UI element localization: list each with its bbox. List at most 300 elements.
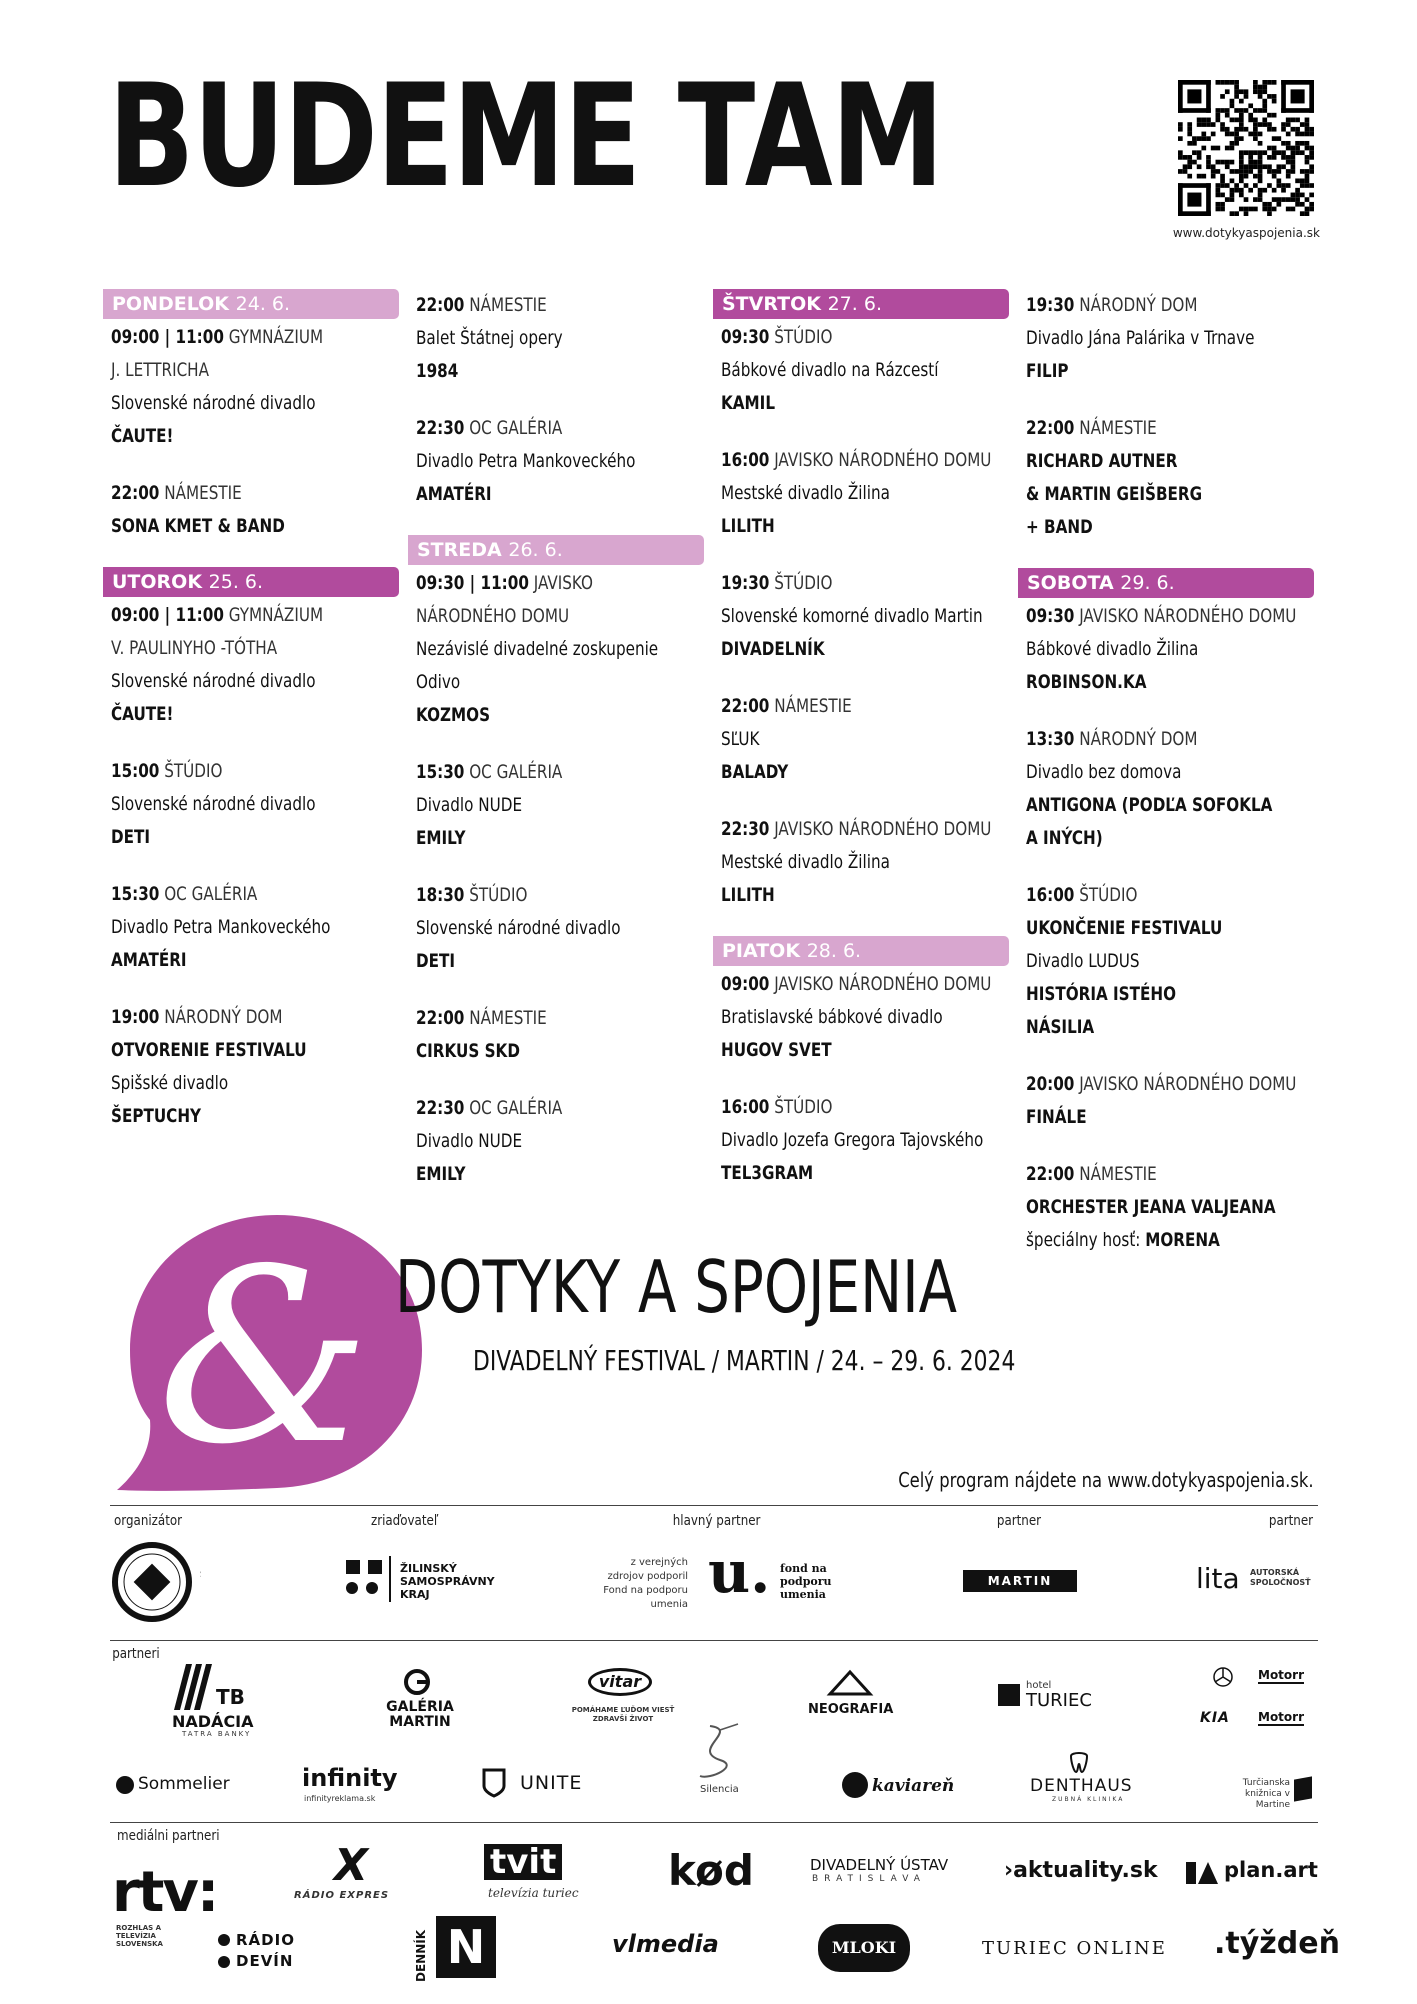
neografia-icon — [828, 1670, 872, 1696]
event — [103, 321, 399, 453]
event — [103, 1001, 399, 1133]
event-time: 15:30 — [416, 761, 465, 783]
event — [1018, 289, 1314, 388]
day-date: 27. 6. — [827, 293, 882, 315]
event-venue: JAVISKO NÁRODNÉHO DOMU — [769, 818, 992, 840]
event-time: 09:30 — [721, 326, 770, 348]
event-show: TEL3GRAM — [721, 1162, 814, 1184]
silencia-icon — [680, 1720, 750, 1784]
lita-logo[interactable]: lita — [1196, 1562, 1240, 1595]
event-line — [111, 1067, 399, 1100]
fpu-note: z verejných zdrojov podporil Fond na podporu umenia — [603, 1557, 688, 1610]
day-date: 24. 6. — [235, 293, 291, 315]
event-line — [721, 879, 1009, 912]
event-line — [1026, 478, 1314, 511]
radio-devin-dot-icon — [218, 1956, 230, 1968]
denthaus-logo[interactable]: DENTHAUS — [1030, 1776, 1133, 1796]
event-line — [416, 912, 704, 945]
event-line — [1026, 879, 1314, 912]
event-company: špeciálny hosť: — [1026, 1229, 1146, 1251]
fpu-u-logo[interactable]: u. — [708, 1538, 771, 1606]
event-show: & MARTIN GEIŠBERG — [1026, 483, 1203, 505]
motorr-logo-1[interactable]: Motorr — [1258, 1668, 1305, 1682]
event-line — [1026, 723, 1314, 756]
infinity-logo[interactable]: infinity — [302, 1764, 398, 1792]
event-show: A INÝCH) — [1026, 827, 1103, 849]
day-header — [1018, 568, 1314, 598]
event-line — [111, 755, 399, 788]
event-line — [111, 477, 399, 510]
event-line — [1026, 322, 1314, 355]
event-show: ČAUTE! — [111, 703, 174, 725]
radio-devin-logo[interactable]: RÁDIO DEVÍN — [236, 1931, 295, 1970]
schedule-column-4 — [1018, 289, 1314, 1281]
event-line — [416, 879, 704, 912]
event-time: 22:30 — [416, 417, 465, 439]
rtv-sub: ROZHLAS A TELEVÍZIA SLOVENSKA — [116, 1924, 163, 1948]
event-line — [1026, 445, 1314, 478]
kaviaren-icon — [842, 1772, 868, 1798]
event-line — [721, 1001, 1009, 1034]
sommelier-logo[interactable]: Sommelier — [138, 1774, 230, 1794]
event-show: ORCHESTER JEANA VALJEANA — [1026, 1196, 1276, 1218]
role-organizer: organizátor — [114, 1513, 183, 1529]
event-company: Bratislavské bábkové divadlo — [721, 1006, 943, 1028]
event-venue: GYMNÁZIUM — [223, 604, 324, 626]
event-line — [1026, 912, 1314, 945]
event-show: LILITH — [721, 515, 775, 537]
turiec-logo[interactable]: TURIEC — [1026, 1690, 1092, 1711]
day-header — [408, 535, 704, 565]
event-time: 16:00 — [721, 449, 770, 471]
event-line — [416, 289, 704, 322]
event — [408, 1002, 704, 1068]
event-time: 19:30 — [721, 572, 770, 594]
event-line — [1026, 1224, 1314, 1257]
event-line — [1026, 412, 1314, 445]
event-time: 22:00 — [1026, 1163, 1075, 1185]
event-line — [721, 813, 1009, 846]
divider — [110, 1822, 1318, 1823]
motorr-logo-2[interactable]: Motorr — [1258, 1710, 1305, 1724]
day-name: STREDA — [417, 539, 502, 561]
event-show: OTVORENIE FESTIVALU — [111, 1039, 307, 1061]
event — [103, 599, 399, 731]
event — [1018, 412, 1314, 544]
day-header — [103, 567, 399, 597]
event-line — [416, 478, 704, 511]
event — [408, 756, 704, 855]
aktuality-icon: › — [1004, 1858, 1014, 1883]
event-company: Slovenské národné divadlo — [111, 793, 316, 815]
event-company: Mestské divadlo Žilina — [721, 482, 890, 504]
event-show: BALADY — [721, 761, 789, 783]
qr-code-icon[interactable] — [1178, 80, 1314, 216]
fpu-name: fond na podporu umenia — [780, 1562, 832, 1601]
event-show: + BAND — [1026, 516, 1093, 538]
event-line — [1026, 756, 1314, 789]
event-company: Divadlo Petra Mankoveckého — [111, 916, 331, 938]
event-line — [111, 354, 399, 387]
event-time: 09:30 — [1026, 605, 1075, 627]
radio-devin-dot-icon — [218, 1934, 230, 1946]
event-time: 20:00 — [1026, 1073, 1075, 1095]
schedule-column-3 — [713, 289, 1009, 1214]
martin-logo[interactable]: MARTIN — [963, 1570, 1077, 1592]
event-line — [1026, 1191, 1314, 1224]
event-time: 22:30 — [416, 1097, 465, 1119]
event — [1018, 1068, 1314, 1134]
event-time: 22:30 — [721, 818, 770, 840]
event-line — [721, 1157, 1009, 1190]
event-line — [111, 321, 399, 354]
day-header — [713, 936, 1009, 966]
divadelny-ustav-logo[interactable]: DIVADELNÝ ÚSTAV — [810, 1856, 949, 1874]
event-venue: JAVISKO — [528, 572, 594, 594]
turiec-hotel-icon — [998, 1684, 1020, 1706]
schedule-column-1 — [103, 289, 399, 1157]
event-time: 22:00 — [721, 695, 770, 717]
event-time: 09:00 | 11:00 — [111, 604, 224, 626]
event-time: 15:30 — [111, 883, 160, 905]
event-line — [111, 878, 399, 911]
event-show: ANTIGONA (PODĽA SOFOKLA — [1026, 794, 1273, 816]
event-line — [416, 567, 704, 600]
event-line — [721, 723, 1009, 756]
event-line — [111, 632, 399, 665]
event-time: 15:00 — [111, 760, 160, 782]
neografia-logo[interactable]: NEOGRAFIA — [808, 1702, 894, 1717]
event-show: DETI — [416, 950, 456, 972]
event-venue: JAVISKO NÁRODNÉHO DOMU — [769, 973, 992, 995]
event-line — [416, 1158, 704, 1191]
event-line — [111, 821, 399, 854]
event-company: Bábkové divadlo na Rázcestí — [721, 359, 939, 381]
event-line — [416, 322, 704, 355]
event — [713, 444, 1009, 543]
tyzden-logo[interactable]: .týždeň — [1214, 1926, 1340, 1961]
event-line — [111, 911, 399, 944]
event-venue: OC GALÉRIA — [464, 417, 563, 439]
event-show: EMILY — [416, 1163, 466, 1185]
event-line — [1026, 1068, 1314, 1101]
zsk-logo[interactable]: ŽILINSKÝ SAMOSPRÁVNY KRAJ — [400, 1562, 495, 1601]
festival-subtitle: DIVADELNÝ FESTIVAL / MARTIN / 24. – 29. 6. 2024 — [473, 1344, 1016, 1377]
mercedes-icon — [1212, 1666, 1234, 1688]
skd-logo-icon[interactable] — [112, 1542, 192, 1622]
event-line — [111, 944, 399, 977]
festival-name: DOTYKY A SPOJENIA — [395, 1245, 958, 1329]
kod-logo[interactable]: kød — [668, 1846, 754, 1895]
event-venue: NÁMESTIE — [464, 294, 547, 316]
sommelier-icon — [116, 1776, 134, 1794]
event — [713, 321, 1009, 420]
event-line — [1026, 978, 1314, 1011]
event-line — [416, 445, 704, 478]
event-venue: NÁRODNÉHO DOMU — [416, 605, 570, 627]
turiec-hotel: hotel — [1026, 1680, 1052, 1691]
event-show: HISTÓRIA ISTÉHO — [1026, 983, 1177, 1005]
event-venue: OC GALÉRIA — [159, 883, 258, 905]
event-time: 16:00 — [721, 1096, 770, 1118]
day-name: PONDELOK — [112, 293, 230, 315]
event-line — [416, 1035, 704, 1068]
zsk-crest-icon[interactable] — [340, 1556, 392, 1602]
event — [103, 477, 399, 543]
event-line — [1026, 600, 1314, 633]
event-time: 19:30 — [1026, 294, 1075, 316]
event-line — [721, 321, 1009, 354]
event-time: 18:30 — [416, 884, 465, 906]
day-header — [103, 289, 399, 319]
event-line — [721, 1034, 1009, 1067]
event-line — [416, 789, 704, 822]
event-company: Odivo — [416, 671, 461, 693]
event-company: Divadlo Jána Palárika v Trnave — [1026, 327, 1255, 349]
event-line — [416, 600, 704, 633]
event-line — [1026, 945, 1314, 978]
mloki-logo[interactable]: MLOKI — [818, 1924, 910, 1972]
galeria-logo[interactable]: GALÉRIA MARTIN — [386, 1699, 454, 1730]
event-show: DIVADELNÍK — [721, 638, 825, 660]
dennik-n-logo[interactable]: N — [436, 1916, 496, 1978]
vlmedia-logo[interactable]: vlmedia — [612, 1930, 719, 1958]
ampersand-glyph: & — [157, 1217, 371, 1497]
event-company: Spišské divadlo — [111, 1072, 229, 1094]
event-line — [1026, 289, 1314, 322]
event — [713, 1091, 1009, 1190]
event-venue: ŠTÚDIO — [769, 572, 833, 594]
tvit-sub: televízia turiec — [488, 1886, 579, 1900]
tvit-logo[interactable]: tvit — [484, 1844, 562, 1880]
aktuality-text: aktuality.sk — [1013, 1858, 1158, 1883]
program-note — [780, 1468, 1314, 1492]
event-company: Slovenské národné divadlo — [111, 670, 316, 692]
event-time: 09:30 | 11:00 — [416, 572, 529, 594]
role-partner-1: partner — [996, 1513, 1042, 1529]
tb-logo-icon[interactable] — [174, 1664, 245, 1710]
event — [713, 968, 1009, 1067]
event-show: FINÁLE — [1026, 1106, 1087, 1128]
event-show: FILIP — [1026, 360, 1069, 382]
event-show: RICHARD AUTNER — [1026, 450, 1178, 472]
event-line — [1026, 511, 1314, 544]
tooth-icon — [1068, 1752, 1090, 1774]
event-line — [111, 665, 399, 698]
event-line — [416, 1125, 704, 1158]
event — [713, 813, 1009, 912]
event-company: Divadlo Jozefa Gregora Tajovského — [721, 1129, 984, 1151]
unite-shield-icon — [482, 1768, 506, 1798]
event-line — [1026, 1158, 1314, 1191]
event-line — [111, 698, 399, 731]
event-venue: NÁRODNÝ DOM — [159, 1006, 283, 1028]
turiec-online-logo[interactable]: TURIEC ONLINE — [982, 1938, 1167, 1959]
tb-sub: TATRA BANKY — [182, 1730, 252, 1738]
event-company: Slovenské národné divadlo — [111, 392, 316, 414]
event-line — [416, 756, 704, 789]
event-line — [416, 1002, 704, 1035]
divider — [110, 1640, 1318, 1641]
event-line — [1026, 789, 1314, 822]
event-time: 22:00 — [416, 294, 465, 316]
event-line — [1026, 355, 1314, 388]
event-show: KOZMOS — [416, 704, 491, 726]
day-header — [713, 289, 1009, 319]
dennik-label: DENNÍK — [414, 1929, 428, 1982]
event-company: Divadlo bez domova — [1026, 761, 1182, 783]
event — [408, 879, 704, 978]
planart-logo[interactable]: plan.art — [1224, 1858, 1318, 1882]
event-venue: NÁMESTIE — [464, 1007, 547, 1029]
event-venue: ŠTÚDIO — [769, 1096, 833, 1118]
radio-expres-x[interactable]: X — [334, 1840, 368, 1891]
event-time: 22:00 — [416, 1007, 465, 1029]
event-line — [721, 690, 1009, 723]
event-show: NÁSILIA — [1026, 1016, 1095, 1038]
event-line — [111, 1001, 399, 1034]
event-show: ROBINSON.KA — [1026, 671, 1147, 693]
event-company: Mestské divadlo Žilina — [721, 851, 890, 873]
planart-triangle-icon — [1198, 1862, 1218, 1884]
event-time: 09:00 | 11:00 — [111, 326, 224, 348]
event-time: 13:30 — [1026, 728, 1075, 750]
event-show: EMILY — [416, 827, 466, 849]
tb-mark: TB — [216, 1685, 245, 1709]
event-line — [721, 387, 1009, 420]
event-show: MORENA — [1145, 1229, 1220, 1251]
event-show: KAMIL — [721, 392, 776, 414]
kia-icon: KIA — [1200, 1710, 1230, 1726]
event-line — [416, 633, 704, 666]
event-line — [416, 412, 704, 445]
event — [1018, 879, 1314, 1044]
event-line — [111, 599, 399, 632]
event — [408, 567, 704, 732]
event — [103, 878, 399, 977]
tb-nadacia: NADÁCIA — [172, 1712, 254, 1731]
page-title: BUDEME TAM — [108, 54, 943, 219]
event-company: Balet Štátnej opery — [416, 327, 563, 349]
day-name: PIATOK — [722, 940, 801, 962]
day-date: 26. 6. — [508, 539, 563, 561]
event-line — [416, 699, 704, 732]
event-venue: NÁMESTIE — [1074, 417, 1157, 439]
event-company: Slovenské komorné divadlo Martin — [721, 605, 983, 627]
day-date: 28. 6. — [806, 940, 862, 962]
role-partner-2: partner — [1268, 1513, 1314, 1529]
day-name: UTOROK — [112, 571, 203, 593]
event-venue: NÁMESTIE — [769, 695, 852, 717]
event-line — [416, 666, 704, 699]
event-line — [1026, 822, 1314, 855]
planart-icon — [1186, 1862, 1196, 1884]
rtv-logo[interactable]: rtv: — [112, 1860, 218, 1925]
role-media: mediálni partneri — [117, 1828, 220, 1844]
event — [1018, 1158, 1314, 1257]
festival-logo-icon — [112, 1210, 432, 1500]
event-company: Divadlo LUDUS — [1026, 950, 1140, 972]
vitar-logo[interactable]: vitar — [588, 1668, 652, 1696]
event-show: 1984 — [416, 360, 459, 382]
event-show: HUGOV SVET — [721, 1039, 832, 1061]
silencia-logo[interactable]: Silencia — [700, 1784, 739, 1795]
event-show: DETI — [111, 826, 151, 848]
event-company: Divadlo Petra Mankoveckého — [416, 450, 636, 472]
event-company: Divadlo NUDE — [416, 1130, 523, 1152]
event-time: 16:00 — [1026, 884, 1075, 906]
event — [1018, 600, 1314, 699]
radio-expres-sub: RÁDIO EXPRES — [294, 1890, 390, 1901]
event-venue: J. LETTRICHA — [111, 359, 210, 381]
event-venue: NÁRODNÝ DOM — [1074, 728, 1198, 750]
event-show: AMATÉRI — [416, 483, 492, 505]
event-venue: V. PAULINYHO -TÓTHA — [111, 637, 278, 659]
event — [713, 690, 1009, 789]
divider — [110, 1505, 1318, 1506]
divadelny-ustav-sub: BRATISLAVA — [812, 1874, 926, 1884]
event-venue: OC GALÉRIA — [464, 761, 563, 783]
event-line — [721, 477, 1009, 510]
event-show: UKONČENIE FESTIVALU — [1026, 917, 1223, 939]
event-line — [721, 444, 1009, 477]
unite-logo[interactable]: UNITE — [520, 1772, 583, 1794]
event-venue: OC GALÉRIA — [464, 1097, 563, 1119]
event-company: Nezávislé divadelné zoskupenie — [416, 638, 659, 660]
event-line — [416, 1092, 704, 1125]
kaviaren-logo[interactable]: kaviareň — [872, 1776, 955, 1796]
event-line — [416, 355, 704, 388]
role-founder: zriaďovateľ — [370, 1513, 439, 1529]
schedule-column-2 — [408, 289, 704, 1215]
vitar-sub: POMÁHAME ĽUĎOM VIESŤ ZDRAVŠÍ ŽIVOT — [571, 1706, 675, 1723]
day-name: SOBOTA — [1027, 572, 1114, 594]
event-line — [721, 354, 1009, 387]
event-time: 22:00 — [111, 482, 160, 504]
event-company: Bábkové divadlo Žilina — [1026, 638, 1199, 660]
event — [103, 755, 399, 854]
event-line — [1026, 1011, 1314, 1044]
event-show: AMATÉRI — [111, 949, 187, 971]
event-venue: NÁMESTIE — [159, 482, 242, 504]
event-line — [721, 567, 1009, 600]
event-time: 22:00 — [1026, 417, 1075, 439]
galeria-icon — [403, 1668, 431, 1696]
infinity-sub: infinityreklama.sk — [304, 1794, 376, 1803]
event-line — [721, 756, 1009, 789]
event-line — [111, 788, 399, 821]
event-line — [721, 968, 1009, 1001]
event-company: Divadlo NUDE — [416, 794, 523, 816]
event-line — [721, 600, 1009, 633]
day-date: 25. 6. — [208, 571, 264, 593]
event-venue: JAVISKO NÁRODNÉHO DOMU — [1074, 605, 1297, 627]
event-venue: ŠTÚDIO — [159, 760, 223, 782]
denthaus-sub: ZUBNÁ KLINIKA — [1052, 1796, 1125, 1803]
event-time: 19:00 — [111, 1006, 160, 1028]
event-company: Slovenské národné divadlo — [416, 917, 621, 939]
event-venue: GYMNÁZIUM — [223, 326, 324, 348]
kniznica-logo[interactable]: Turčianska knižnica v Martine — [1242, 1778, 1290, 1810]
event — [1018, 723, 1314, 855]
event-time: 09:00 — [721, 973, 770, 995]
aktuality-logo[interactable] — [1004, 1858, 1158, 1883]
event-line — [111, 1100, 399, 1133]
day-date: 29. 6. — [1120, 572, 1175, 594]
event-line — [111, 510, 399, 543]
event-show: ČAUTE! — [111, 425, 174, 447]
event-line — [111, 420, 399, 453]
